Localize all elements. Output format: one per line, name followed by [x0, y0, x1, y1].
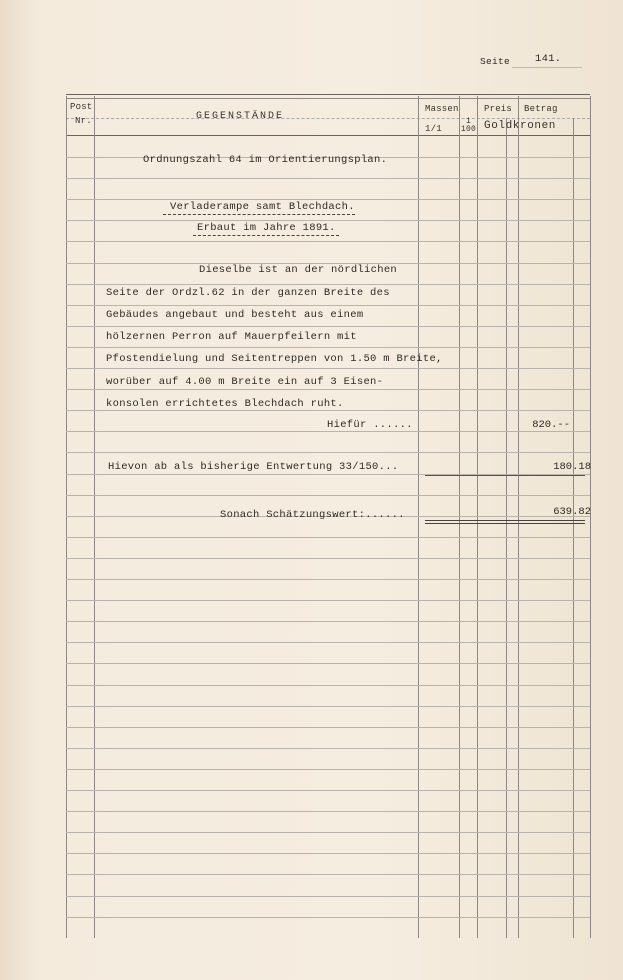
line-desc-6: worüber auf 4.00 m Breite ein auf 3 Eisen- [106, 376, 384, 388]
ruled-line [66, 326, 590, 327]
amount-hiefuer: 820.-- [532, 419, 570, 431]
total-double-rule [425, 520, 585, 524]
line-sonach: Sonach Schätzungswert:...... [220, 509, 405, 521]
ruled-line [66, 220, 590, 221]
ruled-line [66, 874, 590, 875]
ruled-line [66, 685, 590, 686]
ruled-line [66, 600, 590, 601]
ruled-line [66, 347, 590, 348]
amount-hievon: 180.18 [553, 461, 591, 473]
table-top-rule-inner [66, 98, 590, 99]
line-desc-7: konsolen errichtetes Blechdach ruht. [106, 398, 344, 410]
header-gegenstaende: GEGENSTÄNDE [196, 111, 285, 122]
page-number: 141. [535, 53, 562, 65]
ruled-line [66, 621, 590, 622]
ruled-line [66, 199, 590, 200]
ruled-line [66, 579, 590, 580]
header-post: Post [70, 102, 93, 112]
page-number-rule [512, 67, 582, 68]
ruled-line [66, 811, 590, 812]
ruled-line [66, 558, 590, 559]
ruled-line [66, 431, 590, 432]
ruled-line [66, 917, 590, 918]
ruled-line [66, 305, 590, 306]
line-desc-3: Gebäudes angebaut und besteht aus einem [106, 309, 364, 321]
subtotal-rule [425, 475, 585, 476]
ruled-line [66, 663, 590, 664]
ruled-line [66, 178, 590, 179]
line-desc-1: Dieselbe ist an der nördlichen [199, 264, 398, 276]
header-massen: Massen [425, 104, 459, 114]
line-desc-2: Seite der Ordzl.62 in der ganzen Breite des [106, 287, 390, 299]
ruled-line [66, 642, 590, 643]
header-massen-unit-100: 1 100 [461, 117, 477, 134]
ruled-line [66, 769, 590, 770]
header-mid-rule [66, 118, 590, 119]
line-desc-4: hölzernen Perron auf Mauerpfeilern mit [106, 331, 357, 343]
line-hievon: Hievon ab als bisherige Entwertung 33/150... [108, 461, 399, 473]
line-erbaut: Erbaut im Jahre 1891. [197, 222, 336, 234]
header-nr: Nr. [75, 116, 92, 126]
ruled-line [66, 452, 590, 453]
header-bottom-rule [66, 135, 590, 136]
ruled-line [66, 537, 590, 538]
ruled-line [66, 241, 590, 242]
table-top-rule [66, 94, 590, 95]
header-betrag: Betrag [524, 104, 558, 114]
line-title: Verladerampe samt Blechdach. [170, 201, 355, 213]
header-massen-unit-1: 1/1 [425, 124, 442, 134]
line-ordnungszahl: Ordnungszahl 64 im Orientierungsplan. [143, 154, 388, 166]
ruled-line [66, 410, 590, 411]
ruled-line [66, 853, 590, 854]
ruled-line [66, 727, 590, 728]
ruled-line [66, 368, 590, 369]
header-currency: Goldkronen [484, 120, 557, 132]
ruled-line [66, 748, 590, 749]
ruled-line [66, 495, 590, 496]
line-desc-5: Pfostendielung und Seitentreppen von 1.50 m Breite, [106, 353, 443, 365]
page-label: Seite [480, 56, 511, 67]
ruled-line [66, 284, 590, 285]
ruled-line [66, 389, 590, 390]
ruled-line [66, 790, 590, 791]
ruled-line [66, 832, 590, 833]
header-preis: Preis [484, 104, 513, 114]
ruled-line [66, 896, 590, 897]
line-hiefuer: Hiefür ...... [327, 419, 413, 431]
title-underline [163, 214, 355, 215]
erbaut-underline [193, 235, 339, 236]
ruled-line [66, 706, 590, 707]
amount-schaetzungswert: 639.82 [553, 506, 591, 518]
